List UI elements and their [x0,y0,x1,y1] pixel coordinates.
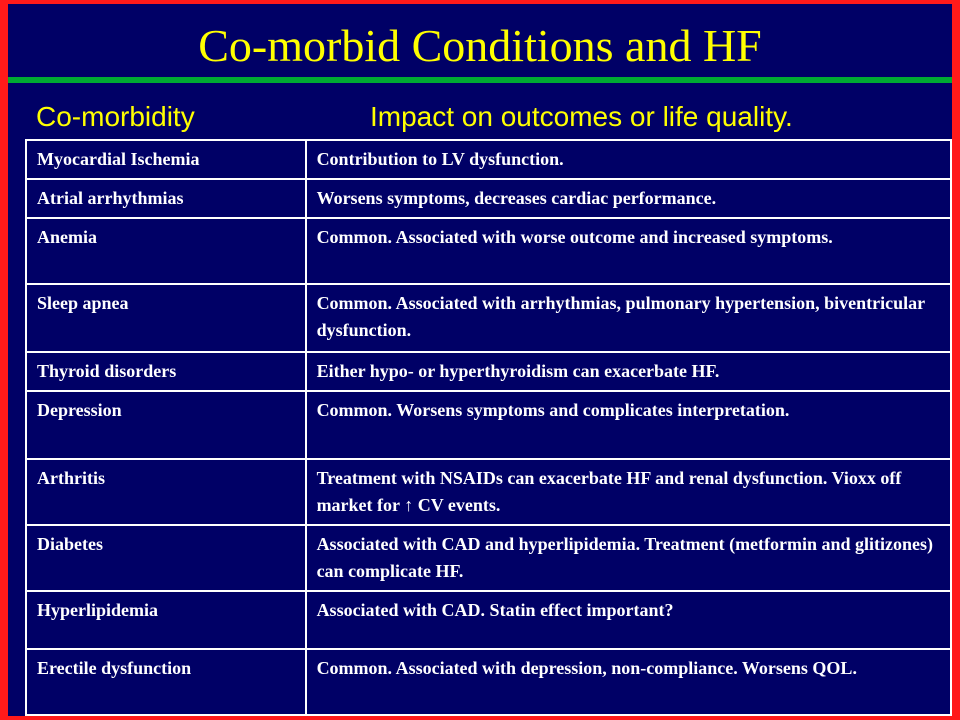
slide-title: Co-morbid Conditions and HF [198,20,762,71]
condition-cell: Anemia [26,218,306,284]
comorbidity-table [25,139,952,716]
table-row [26,284,951,352]
condition-cell: Depression [26,391,306,459]
impact-cell: Worsens symptoms, decreases cardiac performance. [306,179,951,218]
table-row [26,459,951,525]
column-header-comorbidity: Co-morbidity [36,101,195,132]
condition-cell: Myocardial Ischemia [26,140,306,179]
impact-cell: Common. Associated with arrhythmias, pulmonary hypertension, biventricular dysfunction. [306,284,951,352]
condition-cell: Atrial arrhythmias [26,179,306,218]
condition-cell: Diabetes [26,525,306,591]
impact-cell: Common. Associated with depression, non-compliance. Worsens QOL. [306,649,951,715]
table-row [26,352,951,391]
condition-cell: Sleep apnea [26,284,306,352]
table-row [26,591,951,649]
table-row [26,140,951,179]
table-row [26,525,951,591]
condition-cell: Arthritis [26,459,306,525]
impact-cell: Associated with CAD and hyperlipidemia. Treatment (metformin and glitizones) can complicate HF. [306,525,951,591]
impact-cell: Common. Associated with worse outcome and increased symptoms. [306,218,951,284]
impact-cell: Treatment with NSAIDs can exacerbate HF and renal dysfunction. Vioxx off market for ↑ CV events. [306,459,951,525]
title-divider [8,77,952,83]
condition-cell: Erectile dysfunction [26,649,306,715]
condition-cell: Thyroid disorders [26,352,306,391]
table-row [26,649,951,715]
impact-cell: Associated with CAD. Statin effect important? [306,591,951,649]
impact-cell: Common. Worsens symptoms and complicates interpretation. [306,391,951,459]
column-header-impact: Impact on outcomes or life quality. [370,101,793,132]
table-row [26,179,951,218]
table-row [26,218,951,284]
table-row [26,391,951,459]
condition-cell: Hyperlipidemia [26,591,306,649]
impact-cell: Contribution to LV dysfunction. [306,140,951,179]
impact-cell: Either hypo- or hyperthyroidism can exacerbate HF. [306,352,951,391]
